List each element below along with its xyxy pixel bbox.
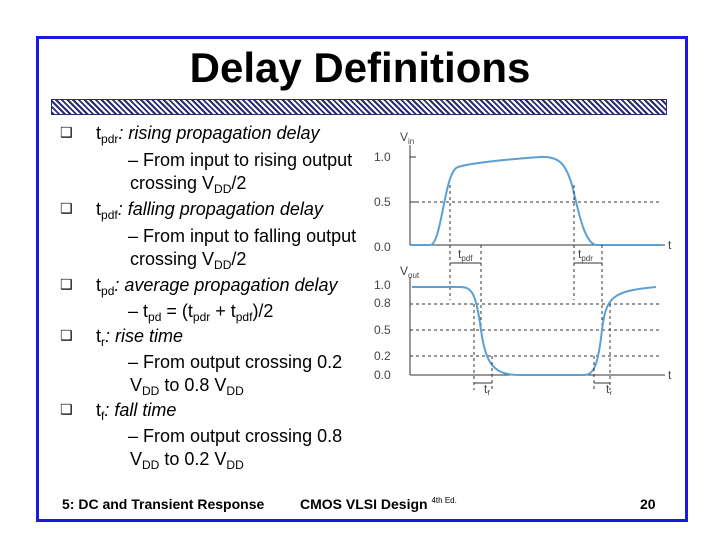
vout-t-label: t	[668, 368, 672, 382]
slide-title: Delay Definitions	[189, 44, 531, 91]
vin-tick-0: 0.0	[374, 240, 391, 254]
title-divider	[52, 100, 666, 114]
page-number: 20	[640, 496, 656, 512]
checkbox-bullet-icon: ❑	[60, 402, 73, 418]
vin-waveform	[412, 157, 660, 245]
sub-item-rise: – From input to rising output	[128, 150, 353, 170]
vout-tick-08: 0.8	[374, 296, 391, 310]
sub-item-ft: – From output crossing 0.8	[128, 426, 343, 446]
vout-waveform	[412, 287, 656, 375]
vout-tick-1: 1.0	[374, 278, 391, 292]
footer-section: 5: DC and Transient Response	[62, 496, 265, 512]
sub-item-fall: – From input to falling output	[128, 226, 357, 246]
vout-tick-02: 0.2	[374, 349, 391, 363]
vout-tick-0: 0.0	[374, 368, 391, 382]
checkbox-bullet-icon: ❑	[60, 328, 73, 344]
vin-t-label: t	[668, 238, 672, 252]
sub-item-rise-cont: crossing $V_{DD}/2$	[130, 173, 247, 196]
tpdf-label: $t_{pdf}$	[458, 247, 473, 263]
footer-course: CMOS VLSI Design $^{4th Ed.}$	[300, 496, 457, 512]
tr-label: $t_r$	[606, 382, 613, 395]
vin-tick-1: 1.0	[374, 150, 391, 164]
sub-item-ft-cont: $V_{DD}$ to 0.2 $V_{DD}$	[130, 449, 244, 472]
sub-item-rt: – From output crossing 0.2	[128, 352, 343, 372]
vout-label: $V_{out}$	[400, 264, 420, 280]
tpdr-label: $t_{pdr}$	[578, 247, 593, 263]
vout-tick-05: 0.5	[374, 323, 391, 337]
delay-waveform-diagram	[360, 125, 680, 395]
sub-item-fall-cont: crossing $V_{DD}/2$	[130, 249, 247, 272]
vin-label: $V_{in}$	[400, 130, 415, 146]
tf-label: $t_f$	[484, 382, 490, 395]
checkbox-bullet-icon: ❑	[60, 125, 73, 141]
vin-tick-half: 0.5	[374, 195, 391, 209]
sub-item-avg: – $t_{pd} = (t_{pdr} + t_{pdf})/2$	[128, 301, 274, 324]
checkbox-bullet-icon: ❑	[60, 201, 73, 217]
sub-item-rt-cont: $V_{DD}$ to 0.8 $V_{DD}$	[130, 375, 244, 398]
checkbox-bullet-icon: ❑	[60, 277, 73, 293]
